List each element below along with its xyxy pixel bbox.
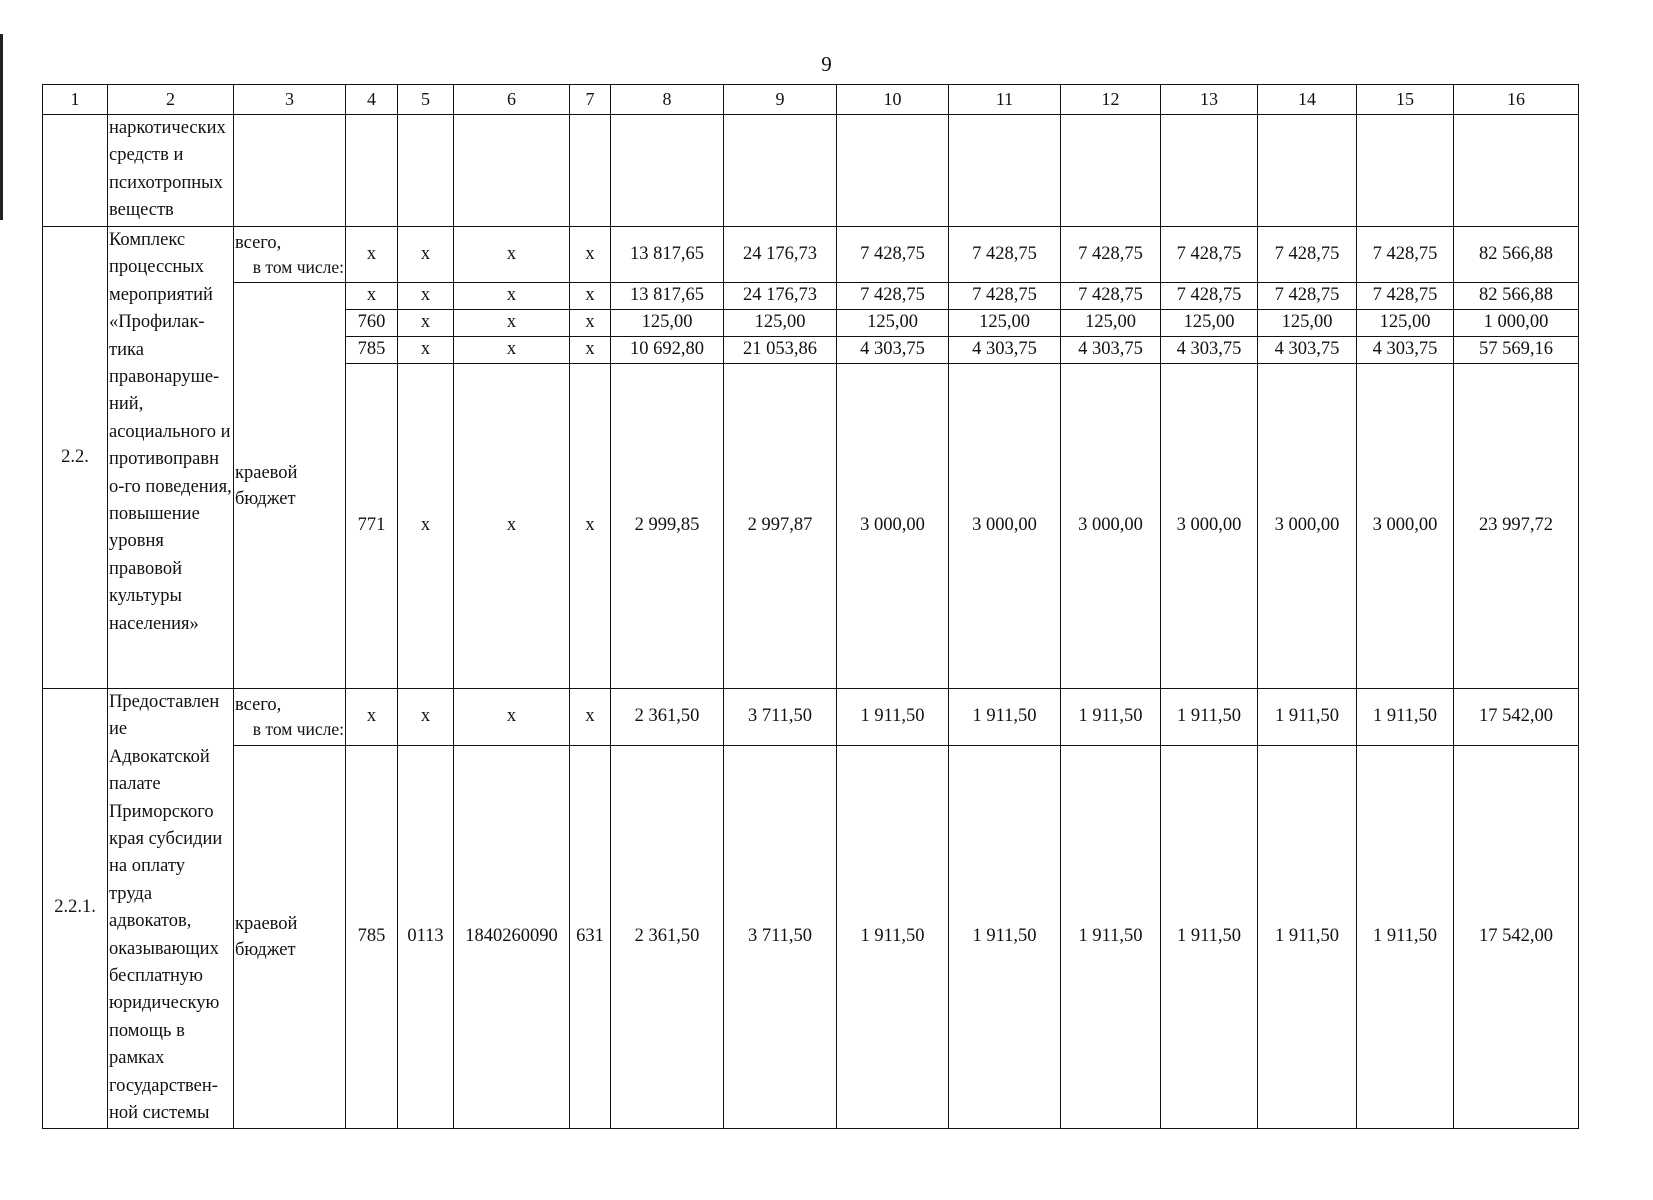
cell: x [454, 283, 570, 310]
cell: 17 542,00 [1454, 689, 1579, 746]
cell: 7 428,75 [1061, 283, 1161, 310]
col-header: 8 [611, 85, 724, 115]
cell: 24 176,73 [724, 227, 837, 283]
cell: 760 [346, 310, 398, 337]
col-header: 16 [1454, 85, 1579, 115]
cell: 10 692,80 [611, 337, 724, 364]
cell: 23 997,72 [1454, 364, 1579, 689]
cell: 4 303,75 [1061, 337, 1161, 364]
cell: 3 711,50 [724, 689, 837, 746]
cell: x [398, 364, 454, 689]
cell: x [398, 227, 454, 283]
header-row [43, 85, 1579, 115]
source-total: всего, в том числе: [234, 227, 346, 283]
cell: 631 [570, 746, 611, 1128]
item-name: Комплекс процессных мероприятий «Профилак-тика правонаруше-ний, асоциального и противоправн о-го поведения, повышение уровня правовой культуры населения» [108, 227, 234, 689]
cell: 2 997,87 [724, 364, 837, 689]
cell: x [570, 364, 611, 689]
cell: 785 [346, 746, 398, 1128]
cell: 125,00 [837, 310, 949, 337]
cell: x [570, 689, 611, 746]
cell: x [398, 310, 454, 337]
page-number: 9 [821, 52, 832, 76]
table-row [43, 283, 1579, 310]
cell: 2 361,50 [611, 689, 724, 746]
cell: x [454, 227, 570, 283]
cell: 4 303,75 [1357, 337, 1454, 364]
cell: 125,00 [1061, 310, 1161, 337]
cell: 7 428,75 [1061, 227, 1161, 283]
cell: 771 [346, 364, 398, 689]
cell: x [570, 227, 611, 283]
col-header: 15 [1357, 85, 1454, 115]
cell: 24 176,73 [724, 283, 837, 310]
cell: 1 911,50 [1357, 689, 1454, 746]
budget-table [42, 84, 1579, 1129]
col-header: 10 [837, 85, 949, 115]
table-row [43, 746, 1579, 1128]
col-header: 13 [1161, 85, 1258, 115]
cell: x [454, 310, 570, 337]
cell: x [398, 689, 454, 746]
col-header: 3 [234, 85, 346, 115]
cell: 785 [346, 337, 398, 364]
cell: 4 303,75 [837, 337, 949, 364]
cell: 82 566,88 [1454, 227, 1579, 283]
cell: x [570, 310, 611, 337]
cell: 7 428,75 [1357, 283, 1454, 310]
cell: 7 428,75 [1357, 227, 1454, 283]
cell: 7 428,75 [1258, 227, 1357, 283]
table-row [43, 227, 1579, 283]
cell: 82 566,88 [1454, 283, 1579, 310]
col-header: 1 [43, 85, 108, 115]
cell: 1 911,50 [837, 746, 949, 1128]
cell: 7 428,75 [837, 283, 949, 310]
cell: 3 000,00 [949, 364, 1061, 689]
cell: x [454, 364, 570, 689]
cell: x [454, 337, 570, 364]
cell: 1 911,50 [949, 746, 1061, 1128]
cell: x [346, 227, 398, 283]
item-code: 2.2.1. [43, 689, 108, 1129]
source-total: всего, в том числе: [234, 689, 346, 746]
cell: 1 911,50 [1357, 746, 1454, 1128]
cell: 3 000,00 [1357, 364, 1454, 689]
cell: 125,00 [1161, 310, 1258, 337]
continuation-row [43, 115, 1579, 227]
cell: 125,00 [1357, 310, 1454, 337]
cell: 1 911,50 [837, 689, 949, 746]
col-header: 9 [724, 85, 837, 115]
cell: 7 428,75 [1161, 283, 1258, 310]
cell: 57 569,16 [1454, 337, 1579, 364]
cell: 1 911,50 [1161, 746, 1258, 1128]
cell: 2 999,85 [611, 364, 724, 689]
cell: 1 911,50 [949, 689, 1061, 746]
cell: 7 428,75 [949, 283, 1061, 310]
col-header: 7 [570, 85, 611, 115]
continuation-name: наркотических средств и психотропных веществ [108, 115, 234, 227]
cell: 3 000,00 [1061, 364, 1161, 689]
table-row [43, 689, 1579, 746]
cell: 1 000,00 [1454, 310, 1579, 337]
item-name: Предоставлен ие Адвокатской палате Приморского края субсидии на оплату труда адвокатов, оказывающих бесплатную юридическую помощь в рамках государствен-ной системы [108, 689, 234, 1129]
cell: 1 911,50 [1161, 689, 1258, 746]
cell: x [398, 283, 454, 310]
col-header: 12 [1061, 85, 1161, 115]
cell: 4 303,75 [1161, 337, 1258, 364]
cell: 17 542,00 [1454, 746, 1579, 1128]
cell: 1 911,50 [1061, 689, 1161, 746]
cell: 7 428,75 [1161, 227, 1258, 283]
cell: 125,00 [1258, 310, 1357, 337]
cell: 13 817,65 [611, 283, 724, 310]
item-code: 2.2. [43, 227, 108, 689]
cell: x [346, 283, 398, 310]
cell: 3 000,00 [837, 364, 949, 689]
cell: 3 000,00 [1161, 364, 1258, 689]
cell: 7 428,75 [949, 227, 1061, 283]
cell: 1 911,50 [1061, 746, 1161, 1128]
cell: x [570, 283, 611, 310]
cell: 125,00 [724, 310, 837, 337]
cell: x [454, 689, 570, 746]
source-budget: краевой бюджет [234, 283, 346, 689]
cell: x [398, 337, 454, 364]
col-header: 5 [398, 85, 454, 115]
cell: 1 911,50 [1258, 746, 1357, 1128]
cell: 4 303,75 [1258, 337, 1357, 364]
cell: 2 361,50 [611, 746, 724, 1128]
col-header: 11 [949, 85, 1061, 115]
cell: x [570, 337, 611, 364]
cell: 125,00 [949, 310, 1061, 337]
col-header: 14 [1258, 85, 1357, 115]
col-header: 4 [346, 85, 398, 115]
cell: 125,00 [611, 310, 724, 337]
cell: 4 303,75 [949, 337, 1061, 364]
cell: 3 000,00 [1258, 364, 1357, 689]
source-budget: краевой бюджет [234, 746, 346, 1128]
cell: 7 428,75 [1258, 283, 1357, 310]
cell: 1 911,50 [1258, 689, 1357, 746]
cell: 13 817,65 [611, 227, 724, 283]
cell: 0113 [398, 746, 454, 1128]
col-header: 2 [108, 85, 234, 115]
cell: 7 428,75 [837, 227, 949, 283]
cell: x [346, 689, 398, 746]
cell: 1840260090 [454, 746, 570, 1128]
cell: 3 711,50 [724, 746, 837, 1128]
cell: 21 053,86 [724, 337, 837, 364]
col-header: 6 [454, 85, 570, 115]
